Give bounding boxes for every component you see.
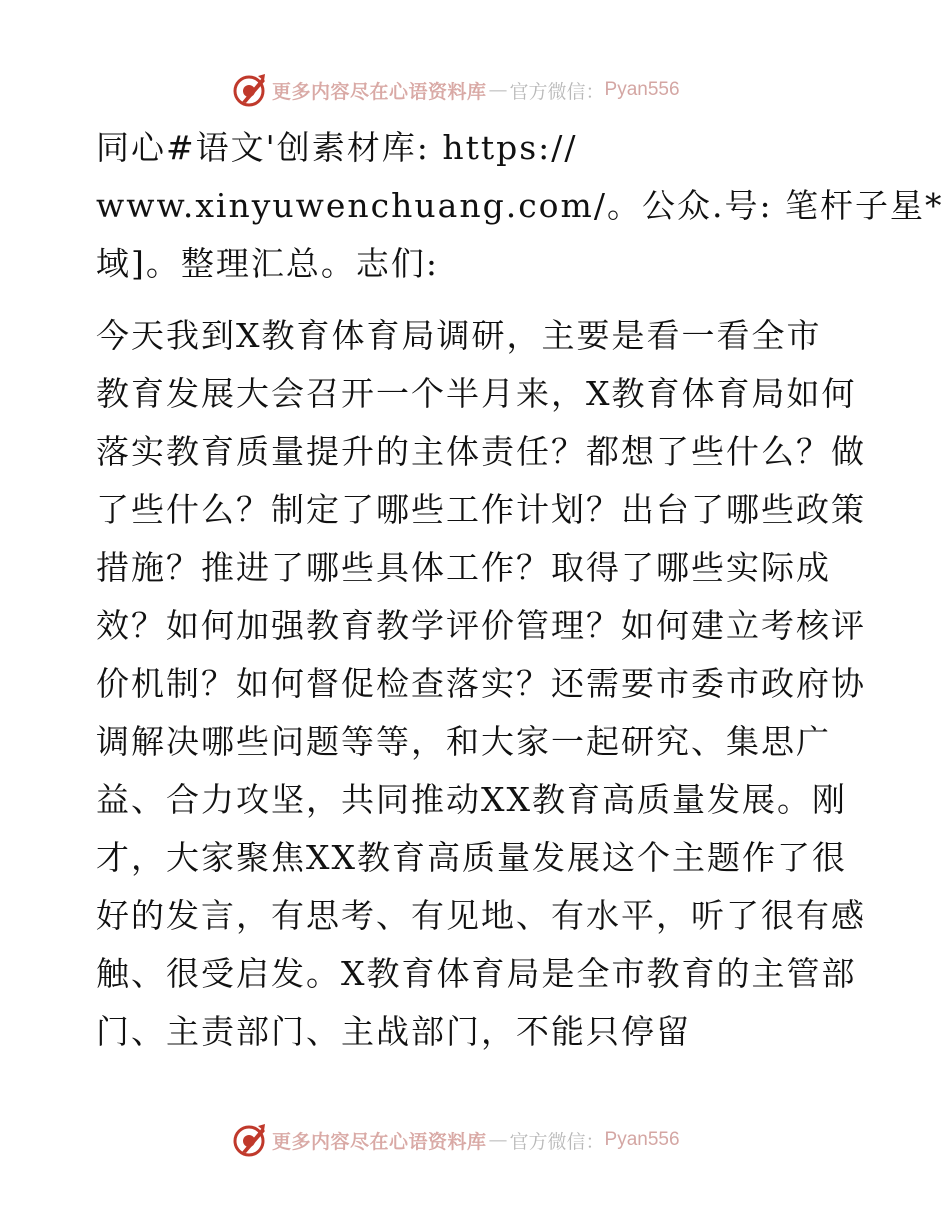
footer-banner [232, 1122, 680, 1158]
body-line: 才，大家聚焦XX教育高质量发展这个主题作了很 [96, 838, 847, 877]
banner-wechat-label: 官方微信： [509, 80, 605, 103]
body-line: 门、主责部门、主战部门，不能只停留 [96, 1012, 691, 1051]
banner-tagline: 更多内容尽在心语资料库 [272, 1130, 487, 1153]
body-line: 措施？推进了哪些具体工作？取得了哪些实际成 [96, 548, 831, 587]
banner-wechat-id: Pyan556 [604, 79, 680, 100]
body-line: 触、很受启发。X教育体育局是全市教育的主管部 [96, 954, 857, 993]
body-line: 好的发言，有思考、有见地、有水平，听了很有感 [96, 896, 866, 935]
banner-dash: — [488, 1129, 508, 1151]
banner-dash: — [488, 79, 508, 101]
banner-wechat-label: 官方微信： [509, 1130, 605, 1153]
banner-tagline: 更多内容尽在心语资料库 [272, 80, 487, 103]
intro-line: 域]。整理汇总。志们: [96, 244, 439, 283]
body-line: 效？如何加强教育教学评价管理？如何建立考核评 [96, 606, 866, 645]
body-line: 益、合力攻坚，共同推动XX教育高质量发展。刚 [96, 780, 847, 819]
header-banner [232, 72, 680, 108]
body-line: 今天我到X教育体育局调研，主要是看一看全市 [96, 316, 822, 355]
body-line: 价机制？如何督促检查落实？还需要市委市政府协 [96, 664, 866, 703]
body-line: 了些什么？制定了哪些工作计划？出台了哪些政策 [96, 490, 866, 529]
intro-line: www.xinyuwenchuang.com/。公众.号: 笔杆子星* [96, 186, 944, 225]
quill-logo-icon [232, 1122, 268, 1158]
intro-line: 同心#语文'创素材库: https:// [96, 128, 578, 167]
body-line: 教育发展大会召开一个半月来，X教育体育局如何 [96, 374, 857, 413]
banner-wechat-id: Pyan556 [604, 1129, 680, 1150]
body-line: 调解决哪些问题等等，和大家一起研究、集思广 [96, 722, 831, 761]
quill-logo-icon [232, 72, 268, 108]
body-line: 落实教育质量提升的主体责任？都想了些什么？做 [96, 432, 866, 471]
